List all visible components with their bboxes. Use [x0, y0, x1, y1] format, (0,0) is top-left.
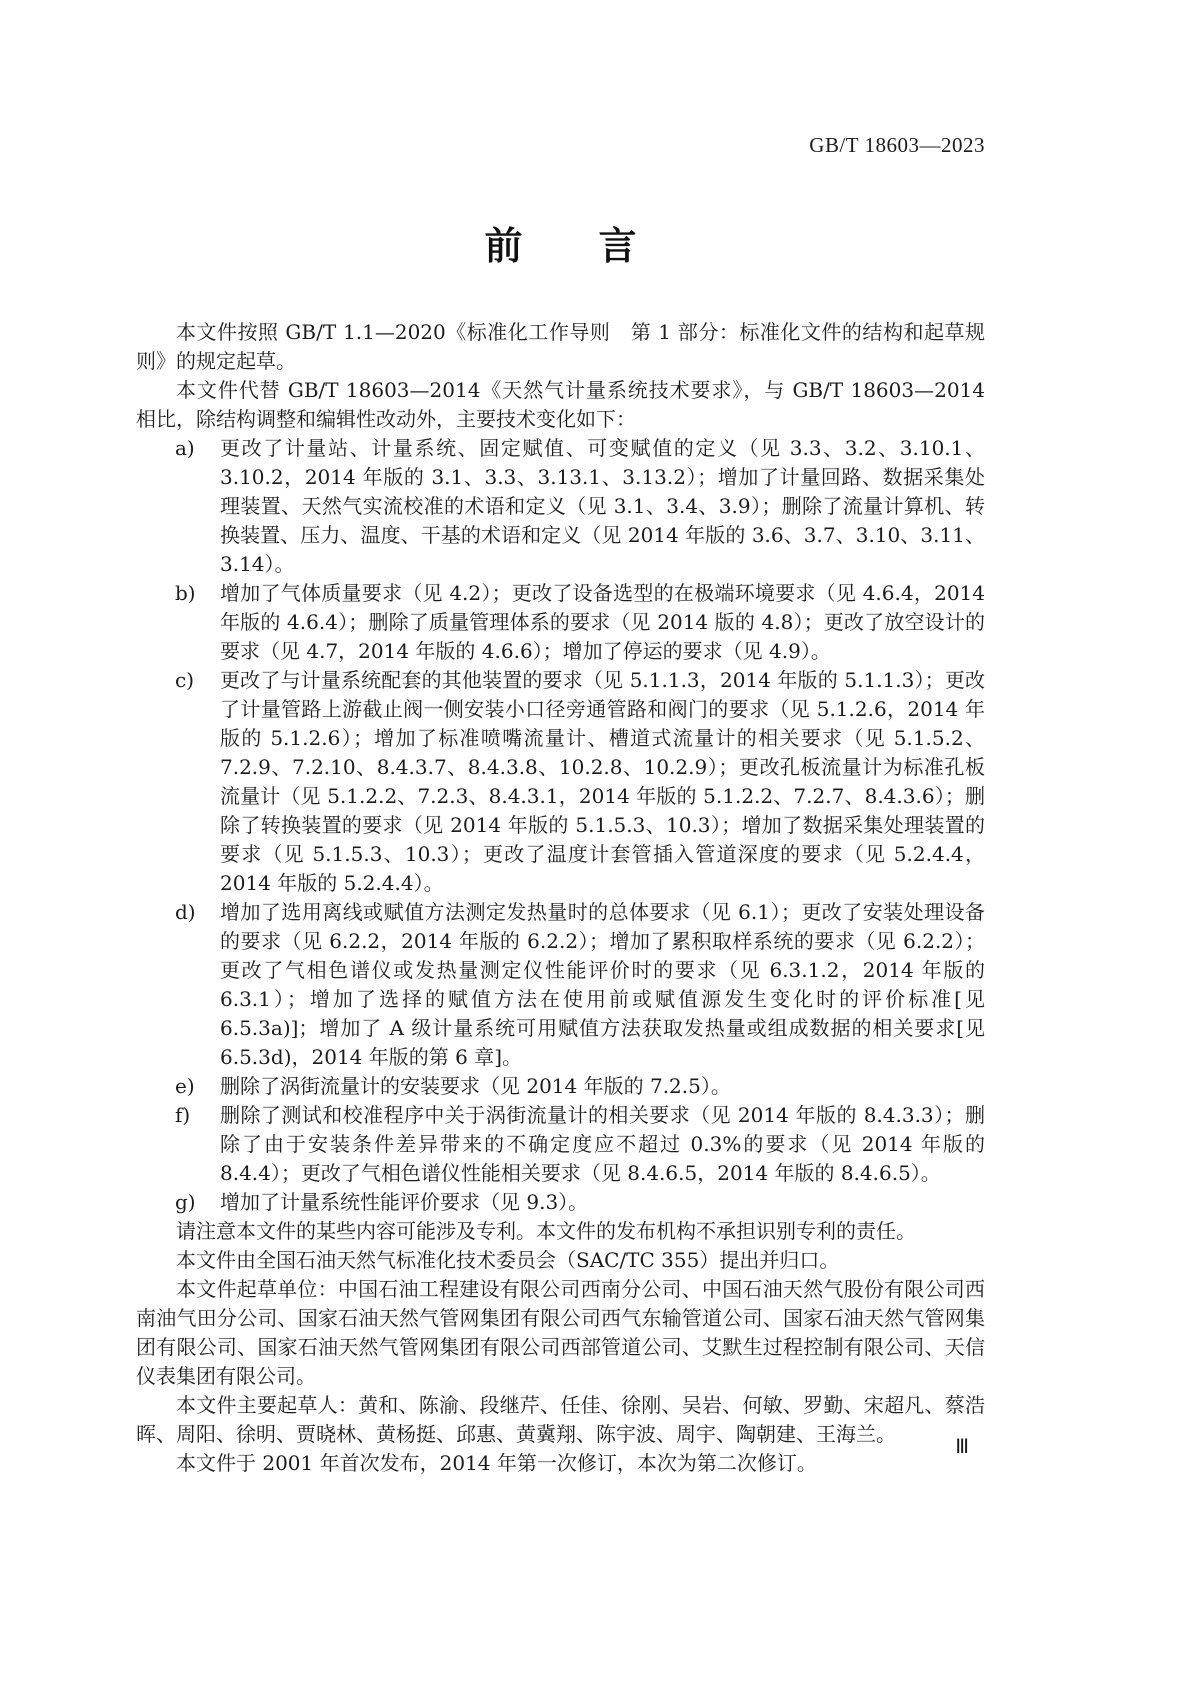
revision-history-paragraph: 本文件于 2001 年首次发布，2014 年第一次修订，本次为第二次修订。 — [176, 1451, 817, 1475]
change-item-b — [136, 579, 985, 666]
list-text-g: 增加了计量系统性能评价要求（见 9.3）。 — [220, 1190, 589, 1214]
intro-paragraph-2: 本文件代替 GB/T 18603—2014《天然气计量系统技术要求》，与 GB/T 18603—2014 相比，除结构调整和编辑性改动外，主要技术变化如下： — [136, 378, 985, 431]
list-label-f: f) — [175, 1103, 191, 1127]
list-text-d: 增加了选用离线或赋值方法测定发热量时的总体要求（见 6.1）；更改了安装处理设备的要求（见 6.2.2，2014 年版的 6.2.2）；增加了累积取样系统的要求（见 6.2.2）；更改了气相色谱仪或发热量测定仪性能评价时的要求（见 6.3.1.2，2014 年版的 6.3.1）；增加了选择的赋值方法在使用前或赋值源发生变化时的评价标准[见 6.5.3a)]；增加了 A 级计量系统可用赋值方法获取发热量或组成数据的相关要求[见 6.5.3d)，2014 年版的第 6 章]。 — [220, 900, 985, 1069]
list-label-a: a) — [175, 436, 195, 460]
intro-paragraph-1: 本文件按照 GB/T 1.1—2020《标准化工作导则 第 1 部分：标准化文件的结构和起草规则》的规定起草。 — [136, 320, 985, 373]
change-item-c — [136, 666, 985, 898]
list-text-b: 增加了气体质量要求（见 4.2）；更改了设备选型的在极端环境要求（见 4.6.4，2014 年版的 4.6.4）；删除了质量管理体系的要求（见 2014 版的 4.8）；更改了放空设计的要求（见 4.7，2014 年版的 4.6.6）；增加了停运的要求（见 4.9）。 — [220, 581, 985, 663]
change-item-a — [136, 434, 985, 579]
patent-notice-paragraph: 请注意本文件的某些内容可能涉及专利。本文件的发布机构不承担识别专利的责任。 — [176, 1219, 916, 1243]
change-item-e — [136, 1072, 985, 1101]
list-label-d: d) — [175, 900, 196, 924]
list-label-e: e) — [175, 1074, 195, 1098]
list-text-f: 删除了测试和校准程序中关于涡街流量计的相关要求（见 2014 年版的 8.4.3.3）；删除了由于安装条件差异带来的不确定度应不超过 0.3%的要求（见 2014 年版的 8.4.4）；更改了气相色谱仪性能相关要求（见 8.4.6.5，2014 年版的 8.4.6.5）。 — [220, 1103, 985, 1185]
drafting-organizations-paragraph: 本文件起草单位：中国石油工程建设有限公司西南分公司、中国石油天然气股份有限公司西南油气田分公司、国家石油天然气管网集团有限公司西气东输管道公司、国家石油天然气管网集团有限公司、国家石油天然气管网集团有限公司西部管道公司、艾默生过程控制有限公司、天信仪表集团有限公司。 — [136, 1277, 985, 1388]
change-item-g — [136, 1188, 985, 1217]
page-number: Ⅲ — [955, 1436, 969, 1458]
list-label-c: c) — [175, 668, 195, 692]
standard-number: GB/T 18603—2023 — [809, 133, 985, 157]
foreword-body — [136, 318, 985, 1478]
page-title: 前 言 — [484, 224, 637, 268]
drafters-paragraph: 本文件主要起草人：黄和、陈渝、段继芹、任佳、徐刚、吴岩、何敏、罗勤、宋超凡、蔡浩晖、周阳、徐明、贾晓林、黄杨挺、邱惠、黄冀翔、陈宇波、周宇、陶朝建、王海兰。 — [136, 1393, 985, 1446]
list-text-a: 更改了计量站、计量系统、固定赋值、可变赋值的定义（见 3.3、3.2、3.10.1、3.10.2，2014 年版的 3.1、3.3、3.13.1、3.13.2）；增加了计量回路、数据采集处理装置、天然气实流校准的术语和定义（见 3.1、3.4、3.9）；删除了流量计算机、转换装置、压力、温度、干基的术语和定义（见 2014 年版的 3.6、3.7、3.10、3.11、3.14）。 — [220, 436, 985, 576]
committee-paragraph: 本文件由全国石油天然气标准化技术委员会（SAC/TC 355）提出并归口。 — [176, 1248, 840, 1272]
list-label-g: g) — [175, 1190, 196, 1214]
list-text-c: 更改了与计量系统配套的其他装置的要求（见 5.1.1.3，2014 年版的 5.1.1.3）；更改了计量管路上游截止阀一侧安装小口径旁通管路和阀门的要求（见 5.1.2.6，2014 年版的 5.1.2.6）；增加了标准喷嘴流量计、槽道式流量计的相关要求（见 5.1.5.2、7.2.9、7.2.10、8.4.3.7、8.4.3.8、10.2.8、10.2.9）；更改孔板流量计为标准孔板流量计（见 5.1.2.2、7.2.3、8.4.3.1，2014 年版的 5.1.2.2、7.2.7、8.4.3.6）；删除了转换装置的要求（见 2014 年版的 5.1.5.3、10.3）；增加了数据采集处理装置的要求（见 5.1.5.3、10.3）；更改了温度计套管插入管道深度的要求（见 5.2.4.4，2014 年版的 5.2.4.4）。 — [220, 668, 985, 895]
list-text-e: 删除了涡街流量计的安装要求（见 2014 年版的 7.2.5）。 — [220, 1074, 731, 1098]
change-item-d — [136, 898, 985, 1072]
change-item-f — [136, 1101, 985, 1188]
list-label-b: b) — [175, 581, 196, 605]
